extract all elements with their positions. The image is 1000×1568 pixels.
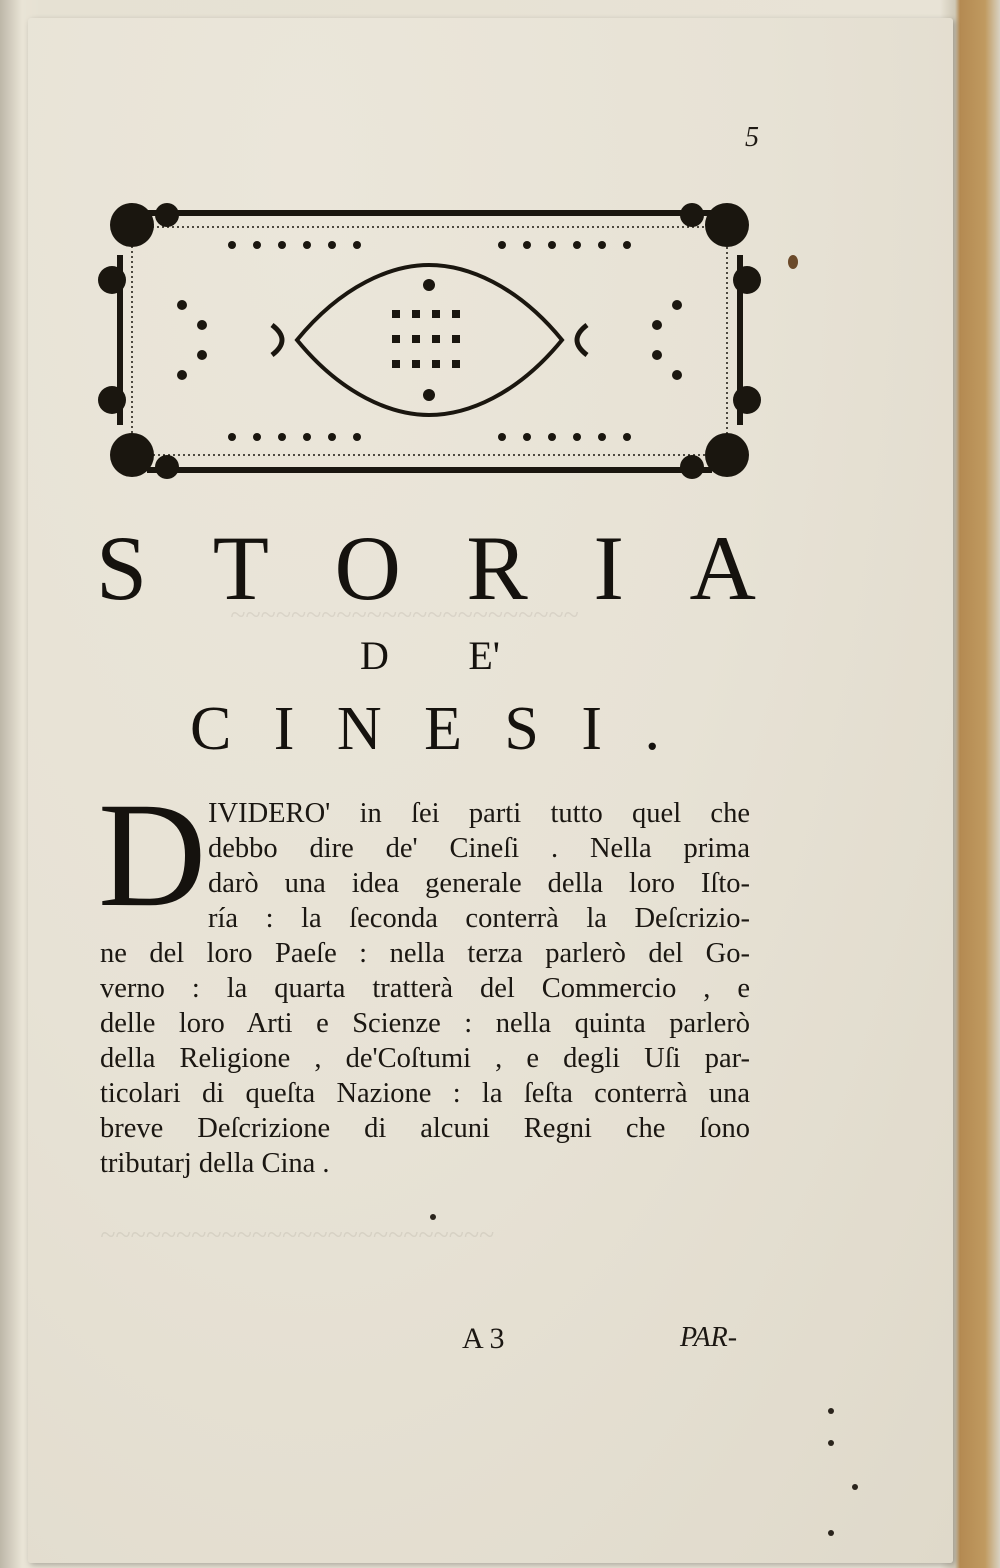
text-line: ne del loro Paeſe : nella terza parlerò del Go- — [100, 938, 750, 969]
text-line: debbo dire de' Cineſi . Nella prima — [208, 833, 750, 864]
stain-spot — [788, 255, 798, 269]
title-letter: I — [593, 517, 624, 619]
text-line: tributarj della Cina . — [100, 1148, 330, 1179]
show-through-text: ~~~~~~~~~~~~~~~~~~~~~~~ — [230, 600, 579, 631]
title-letter: S — [504, 695, 539, 763]
binding-hole — [828, 1440, 834, 1446]
title-letter: A — [689, 517, 756, 619]
title-letter: N — [336, 695, 382, 763]
ornament-dot — [430, 1214, 436, 1220]
catchword: PAR- — [680, 1322, 738, 1353]
title-letter: D — [360, 633, 389, 678]
title-cinesi — [190, 694, 660, 765]
title-letter: S — [96, 517, 148, 619]
drop-cap: D — [98, 772, 207, 938]
text-line: IVIDERO' in ſei parti tutto quel che — [208, 798, 750, 829]
title-letter: T — [212, 517, 269, 619]
binding-hole — [828, 1408, 834, 1414]
binding-hole — [852, 1484, 858, 1490]
text-line: della Religione , de'Coſtumi , e degli Uſi par- — [100, 1043, 750, 1074]
show-through-text: ~~~~~~~~~~~~~~~~~~~~~~~~~~ — [100, 1220, 494, 1251]
text-line: ticolari di queſta Nazione : la ſeſta conterrà una — [100, 1078, 750, 1109]
text-line: verno : la quarta tratterà del Commercio , e — [100, 973, 750, 1004]
title-letter: E' — [468, 633, 500, 678]
title-letter: C — [190, 695, 232, 763]
title-de — [360, 632, 500, 679]
body-text — [100, 796, 750, 1181]
title-letter: I — [273, 695, 295, 763]
title-storia — [96, 515, 756, 621]
page-number: 5 — [745, 122, 759, 153]
headpiece-ornament — [92, 185, 767, 495]
title-letter: I — [581, 695, 602, 763]
text-line: breve Deſcrizione di alcuni Regni che ſono — [100, 1113, 750, 1144]
title-letter: O — [334, 517, 401, 619]
binding-hole — [828, 1530, 834, 1536]
title-letter: E — [424, 695, 462, 763]
text-line: darò una idea generale della loro Iſto- — [208, 868, 750, 899]
text-line: delle loro Arti e Scienze : nella quinta parlerò — [100, 1008, 750, 1039]
signature-mark: A 3 — [462, 1322, 505, 1355]
text-line: ría : la ſeconda conterrà la Deſcrizio- — [208, 903, 750, 934]
title-letter: . — [644, 695, 660, 763]
title-letter: R — [466, 517, 528, 619]
